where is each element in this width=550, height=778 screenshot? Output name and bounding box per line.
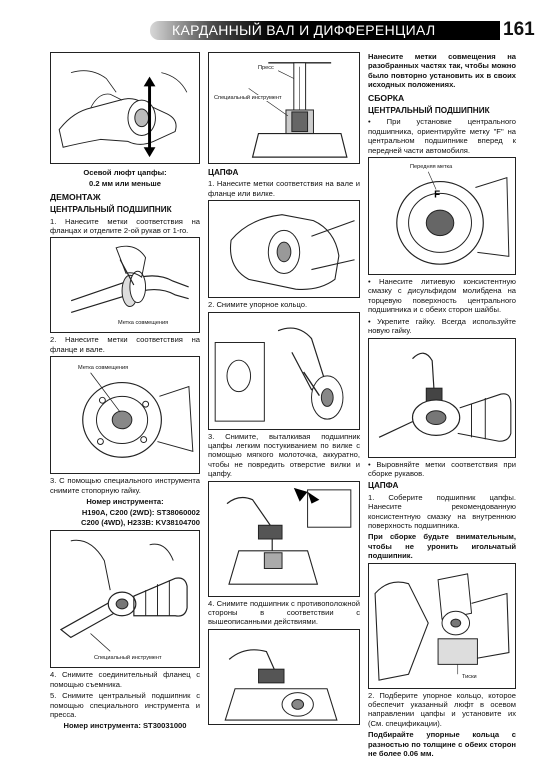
figure-axial-play	[50, 52, 200, 164]
removal-step-2: 2. Нанесите метки соответствия на фланце и вале.	[50, 335, 200, 354]
assembly-bullet-4: • Выровняйте метки соответствия при сборке рукавов.	[368, 459, 516, 478]
assembly-heading: СБОРКА	[368, 92, 405, 103]
fig-press-label: Пресс	[258, 65, 274, 71]
assembly-step-1: 1. Соберите подшипник цапфы. Нанесите рекомендованную консистентную смазку на внутреннюю поверхность подшипника.	[368, 492, 516, 530]
figure-flange-marks	[50, 237, 200, 333]
puller-illustration	[51, 531, 199, 667]
page-number: 161	[503, 19, 535, 40]
page-header	[0, 0, 550, 48]
assembly-step-2-note: Подбирайте упорные кольца с разностью по толщине с обеих сторон не более 0.06 мм.	[368, 730, 516, 758]
column-right	[368, 52, 516, 760]
fig-mark-label-1: Метка совмещения	[118, 320, 169, 327]
fig-mark-label-2: Метка совмещения	[78, 365, 129, 372]
center-bearing-heading: ЦЕНТРАЛЬНЫЙ ПОДШИПНИК	[50, 205, 172, 215]
opposite-bearing-illustration	[209, 630, 359, 724]
trunnion-step-1: 1. Нанесите метки соответствия на вале и фланце или вилке.	[208, 179, 360, 198]
shaft-marks-illustration	[51, 357, 199, 473]
figure-yoke-marks	[208, 200, 360, 298]
figure-nut-tighten	[368, 338, 516, 458]
assembly-trunnion-heading: ЦАПФА	[368, 481, 399, 491]
fig-special-tool-label: Специальный инструмент	[94, 655, 162, 662]
figure-snap-ring	[208, 312, 360, 430]
axial-play-illustration	[51, 53, 199, 163]
removal-step-3: 3. С помощью специального инструмента снимите стопорную гайку.	[50, 476, 200, 495]
figure-opposite-bearing	[208, 629, 360, 725]
assembly-bullet-2: • Нанесите литиевую консистентную смазку с дисульфидом молибдена на торцевую поверхность центрального подшипника и с обеих сторон шайбы.	[368, 277, 516, 315]
vise-illustration	[369, 564, 515, 688]
front-mark-illustration	[369, 158, 515, 274]
assembly-bearing-heading: ЦЕНТРАЛЬНЫЙ ПОДШИПНИК	[368, 106, 490, 116]
trunnion-heading: ЦАПФА	[208, 168, 239, 177]
yoke-marks-illustration	[209, 201, 359, 297]
trunnion-step-2: 2. Снимите упорное кольцо.	[208, 300, 308, 310]
svg-text:F: F	[434, 189, 441, 201]
assembly-step-2: 2. Подберите упорное кольцо, которое обеспечит указанный люфт в осевом направлении цапфы и установите их (См. спецификации).	[368, 690, 516, 728]
tool-line-1: H190A, C200 (2WD): ST38060002	[81, 508, 200, 518]
figure-front-mark	[368, 157, 516, 275]
tool-line-2: C200 (4WD), H233B: KV38104700	[80, 517, 200, 527]
removal-step-4: 4. Снимите соединительный фланец с помощью съемника.	[50, 670, 200, 689]
snap-ring-illustration	[209, 313, 359, 429]
fig-front-mark-label: Передняя метка	[410, 164, 453, 171]
figure-puller	[50, 530, 200, 668]
hammer-illustration	[209, 482, 359, 596]
nut-tighten-illustration	[369, 339, 515, 457]
tool-number-label: Номер инструмента:	[86, 497, 164, 507]
figure-vise	[368, 563, 516, 689]
fig-special-tool-label-2: Специальный инструмент	[214, 95, 282, 101]
chapter-title: КАРДАННЫЙ ВАЛ И ДИФФЕРЕНЦИАЛ	[172, 22, 436, 38]
assembly-bullet-1: • При установке центрального подшипника, ориентируйте метку "F" на центральном подшипнике вперед к передней части автомобиля.	[368, 117, 516, 155]
trunnion-step-3: 3. Снимите, выталкивая подшипник цапфы легким постукиванием по вилке с помощью мягкого молоточка, аккуратно, чтобы не повредить отверстие вилки и цапфу.	[208, 431, 360, 479]
axial-play-value: 0.2 мм или меньше	[89, 179, 161, 189]
removal-heading: ДЕМОНТАЖ	[50, 191, 101, 202]
intro-note: Нанесите метки совмещения на разобранных частях так, чтобы можно было повторно установить их в своих исходных положениях.	[368, 52, 516, 90]
assembly-warning: При сборке будьте внимательным, чтобы не уронить игольчатый подшипник.	[368, 532, 516, 561]
removal-step-5: 5. Снимите центральный подшипник с помощью специального инструмента и пресса.	[50, 691, 200, 719]
flange-marks-illustration	[51, 238, 199, 332]
column-left	[50, 52, 200, 733]
fig-vise-label: Тиски	[462, 673, 477, 680]
figure-press	[208, 52, 360, 164]
axial-play-label: Осевой люфт цапфы:	[83, 168, 167, 177]
press-illustration	[209, 53, 359, 163]
figure-shaft-marks	[50, 356, 200, 474]
figure-hammer	[208, 481, 360, 597]
tool-number-2: Номер инструмента: ST30031000	[63, 721, 187, 731]
column-middle	[208, 52, 360, 725]
trunnion-step-4: 4. Снимите подшипник с противоположной стороны в соответствии с вышеописанными действиями.	[208, 598, 360, 627]
assembly-bullet-3: • Укрепите гайку. Всегда используйте новую гайку.	[368, 316, 516, 336]
removal-step-1: 1. Нанесите метки соответствия на фланцах и отделите 2-ой рукав от 1-го.	[50, 216, 200, 236]
